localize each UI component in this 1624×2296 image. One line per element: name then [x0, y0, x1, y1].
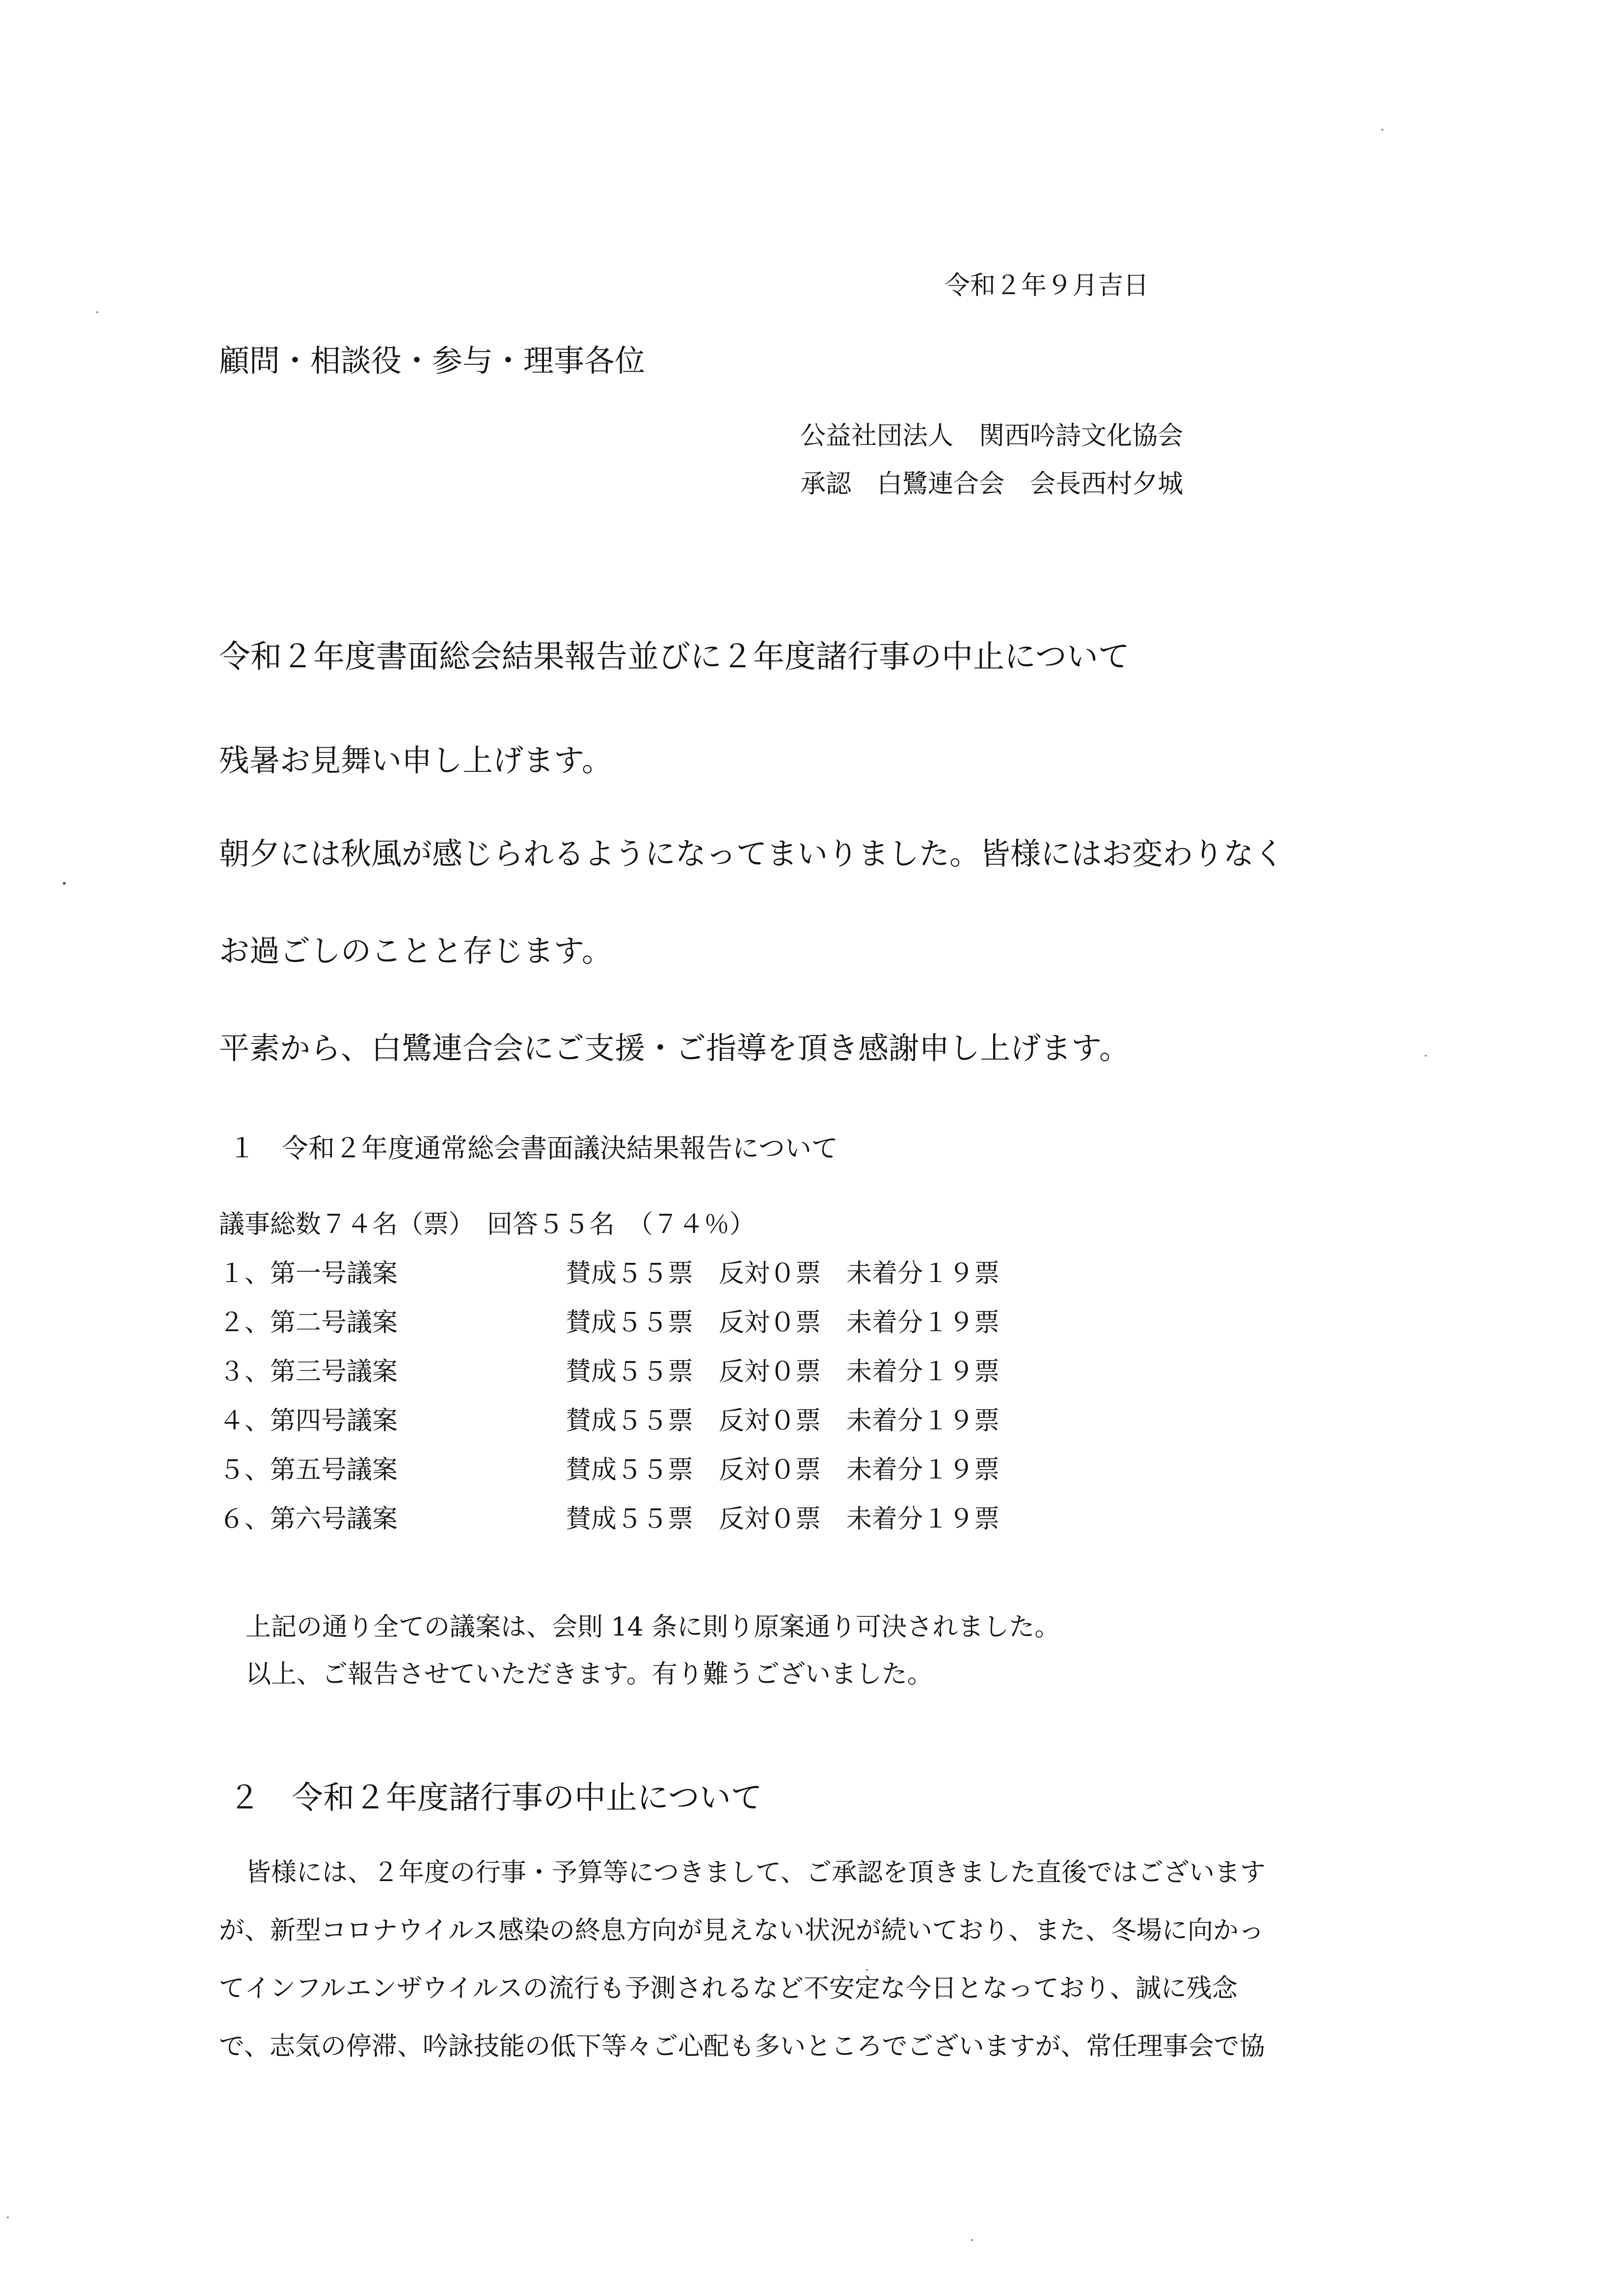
greeting-line: お過ごしのことと存じます。 — [219, 933, 613, 969]
scan-speck — [7, 2216, 9, 2218]
motion-label: ３、第三号議案 — [219, 1357, 398, 1387]
scan-speck — [1381, 129, 1383, 131]
document-title: 令和２年度書面総会結果報告並びに２年度諸行事の中止について — [219, 639, 1130, 675]
section2-body-line: 皆様には、２年度の行事・予算等につきまして、ご承認を頂きました直後ではございます — [245, 1858, 1266, 1887]
motion-result: 賛成５５票 反対０票 未着分１９票 — [566, 1504, 1000, 1534]
document-date: 令和２年９月吉日 — [945, 271, 1149, 301]
motion-label: １、第一号議案 — [219, 1259, 398, 1288]
section2-body-line: で、志気の停滞、吟詠技能の低下等々ご心配も多いところでございますが、常任理事会で協 — [219, 2032, 1265, 2061]
section1-heading: １ 令和２年度通常総会書面議決結果報告について — [229, 1133, 838, 1164]
sender-organization: 公益社団法人 関西吟詩文化協会 — [800, 421, 1184, 451]
motion-label: ６、第六号議案 — [219, 1504, 398, 1534]
addressee: 顧問・相談役・参与・理事各位 — [219, 343, 646, 379]
vote-summary: 議事総数７４名（票） 回答５５名 （７４％） — [219, 1210, 756, 1239]
sender-name: 承認 白鷺連合会 会長西村夕城 — [800, 469, 1184, 499]
motion-result: 賛成５５票 反対０票 未着分１９票 — [566, 1455, 1000, 1485]
scan-speck — [866, 1969, 868, 1971]
result-note: 上記の通り全ての議案は、会則 14 条に則り原案通り可決されました。 — [245, 1613, 1060, 1642]
result-note: 以上、ご報告させていただきます。有り難うございました。 — [245, 1660, 933, 1689]
section2-body-line: てインフルエンザウイルスの流行も予測されるなど不安定な今日となっており、誠に残念 — [219, 1974, 1238, 2003]
motion-label: ５、第五号議案 — [219, 1455, 398, 1485]
scan-speck — [1425, 1055, 1427, 1057]
section2-heading: ２ 令和２年度諸行事の中止について — [229, 1780, 762, 1816]
section2-body-line: が、新型コロナウイルス感染の終息方向が見えない状況が続いており、また、冬場に向かっ — [219, 1916, 1264, 1945]
greeting-line: 残暑お見舞い申し上げます。 — [219, 742, 613, 778]
scan-speck — [63, 882, 66, 885]
greeting-line: 朝夕には秋風が感じられるようになってまいりました。皆様にはお変わりなく — [219, 836, 1285, 872]
scan-speck — [971, 2239, 973, 2241]
greeting-line: 平素から、白鷺連合会にご支援・ご指導を頂き感謝申し上げます。 — [219, 1030, 1130, 1066]
motion-result: 賛成５５票 反対０票 未着分１９票 — [566, 1259, 1000, 1288]
scan-speck — [96, 311, 98, 313]
motion-label: ４、第四号議案 — [219, 1406, 398, 1436]
motion-result: 賛成５５票 反対０票 未着分１９票 — [566, 1357, 1000, 1387]
motion-result: 賛成５５票 反対０票 未着分１９票 — [566, 1406, 1000, 1436]
motion-result: 賛成５５票 反対０票 未着分１９票 — [566, 1308, 1000, 1338]
motion-label: ２、第二号議案 — [219, 1308, 398, 1338]
